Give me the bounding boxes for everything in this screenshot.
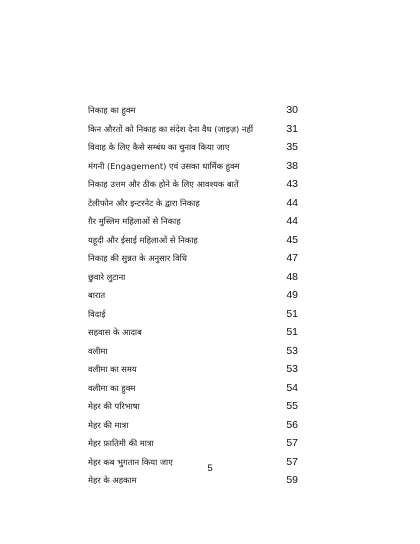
toc-entry-title: मंगनी (Engagement) एवं उसका धार्मिक हुक्म xyxy=(88,160,240,171)
toc-entry-page: 47 xyxy=(286,252,298,264)
toc-entry-title: टेलीफोन और इन्टरनेट के द्वारा निकाह xyxy=(88,197,200,208)
toc-entry xyxy=(88,434,298,453)
page-number: 5 xyxy=(207,463,213,474)
toc-entry-page: 49 xyxy=(286,289,298,301)
toc-entry xyxy=(88,323,298,342)
toc-entry-page: 30 xyxy=(286,104,298,116)
toc-entry xyxy=(88,416,298,435)
toc-entry-title: वलीमा का हुक्म xyxy=(88,382,136,393)
toc-entry xyxy=(88,212,298,231)
toc-entry xyxy=(88,120,298,139)
toc-entry-title: निकाह का हुक्म xyxy=(88,105,136,115)
toc-entry xyxy=(88,231,298,250)
toc-entry-title: सहवास के आदाब xyxy=(88,327,142,337)
toc-entry-page: 44 xyxy=(286,196,298,209)
toc-entry-title: मेहर की मात्रा xyxy=(88,419,129,430)
toc-entry xyxy=(88,286,298,305)
toc-entry-page: 45 xyxy=(286,233,298,246)
toc-entry-title: मेहर फ़ातिमी की मात्रा xyxy=(88,438,154,448)
toc-entry-page: 35 xyxy=(286,141,298,153)
toc-entry-title: मेहर के अहकाम xyxy=(88,475,137,485)
toc-entry xyxy=(88,194,298,213)
toc-entry-title: विदाई xyxy=(88,308,106,319)
toc-entry-title: ग़ैर मुस्लिम महिलाओं से निकाह xyxy=(88,216,181,226)
toc-entry-page: 57 xyxy=(286,437,298,449)
toc-entry-page: 53 xyxy=(286,363,298,375)
toc-entry-page: 43 xyxy=(286,178,298,190)
toc-entry-page: 31 xyxy=(286,122,298,135)
toc-entry-page: 56 xyxy=(286,418,298,431)
toc-entry xyxy=(88,305,298,324)
toc-entry-title: यहूदी और ईसाई महिलाओं से निकाह xyxy=(88,234,198,245)
toc-entry-title: विवाह के लिए कैसे सम्बंध का चुनाव किया जाए xyxy=(88,142,230,152)
toc-entry-page: 44 xyxy=(286,215,298,227)
toc-entry-page: 48 xyxy=(286,270,298,283)
toc-entry-page: 38 xyxy=(286,159,298,172)
toc-entry-title: निकाह की सुन्नत के अनुसार विधि xyxy=(88,253,187,263)
toc-entry xyxy=(88,379,298,398)
toc-entry xyxy=(88,175,298,194)
toc-entry xyxy=(88,138,298,157)
toc-entry-page: 51 xyxy=(286,307,298,320)
toc-entry-title: मेहर की परिभाषा xyxy=(88,401,140,411)
toc-entry xyxy=(88,342,298,361)
toc-entry-page: 53 xyxy=(286,344,298,357)
toc-entry-title: किन औरतों को निकाह का संदेश देना वैध (जाइज़) नहीं xyxy=(88,123,254,134)
toc-entry xyxy=(88,397,298,416)
toc-entry xyxy=(88,268,298,287)
toc-entry-title: मेहर कब भुगतान किया जाए xyxy=(88,456,173,467)
table-of-contents xyxy=(88,101,298,490)
toc-entry-title: वलीमा का समय xyxy=(88,364,137,374)
toc-entry xyxy=(88,249,298,268)
toc-entry-page: 57 xyxy=(286,455,298,468)
toc-entry-page: 59 xyxy=(286,474,298,486)
toc-entry-title: निकाह उत्तम और ठीक होने के लिए आवश्यक बातें xyxy=(88,179,239,189)
toc-entry-title: छुवारे लुटाना xyxy=(88,271,126,282)
toc-entry xyxy=(88,157,298,176)
toc-entry-page: 55 xyxy=(286,400,298,412)
toc-entry-page: 54 xyxy=(286,381,298,394)
toc-entry-page: 51 xyxy=(286,326,298,338)
toc-entry-title: बारात xyxy=(88,290,106,300)
toc-entry xyxy=(88,101,298,120)
toc-entry xyxy=(88,360,298,379)
toc-entry-title: वलीमा xyxy=(88,345,108,356)
